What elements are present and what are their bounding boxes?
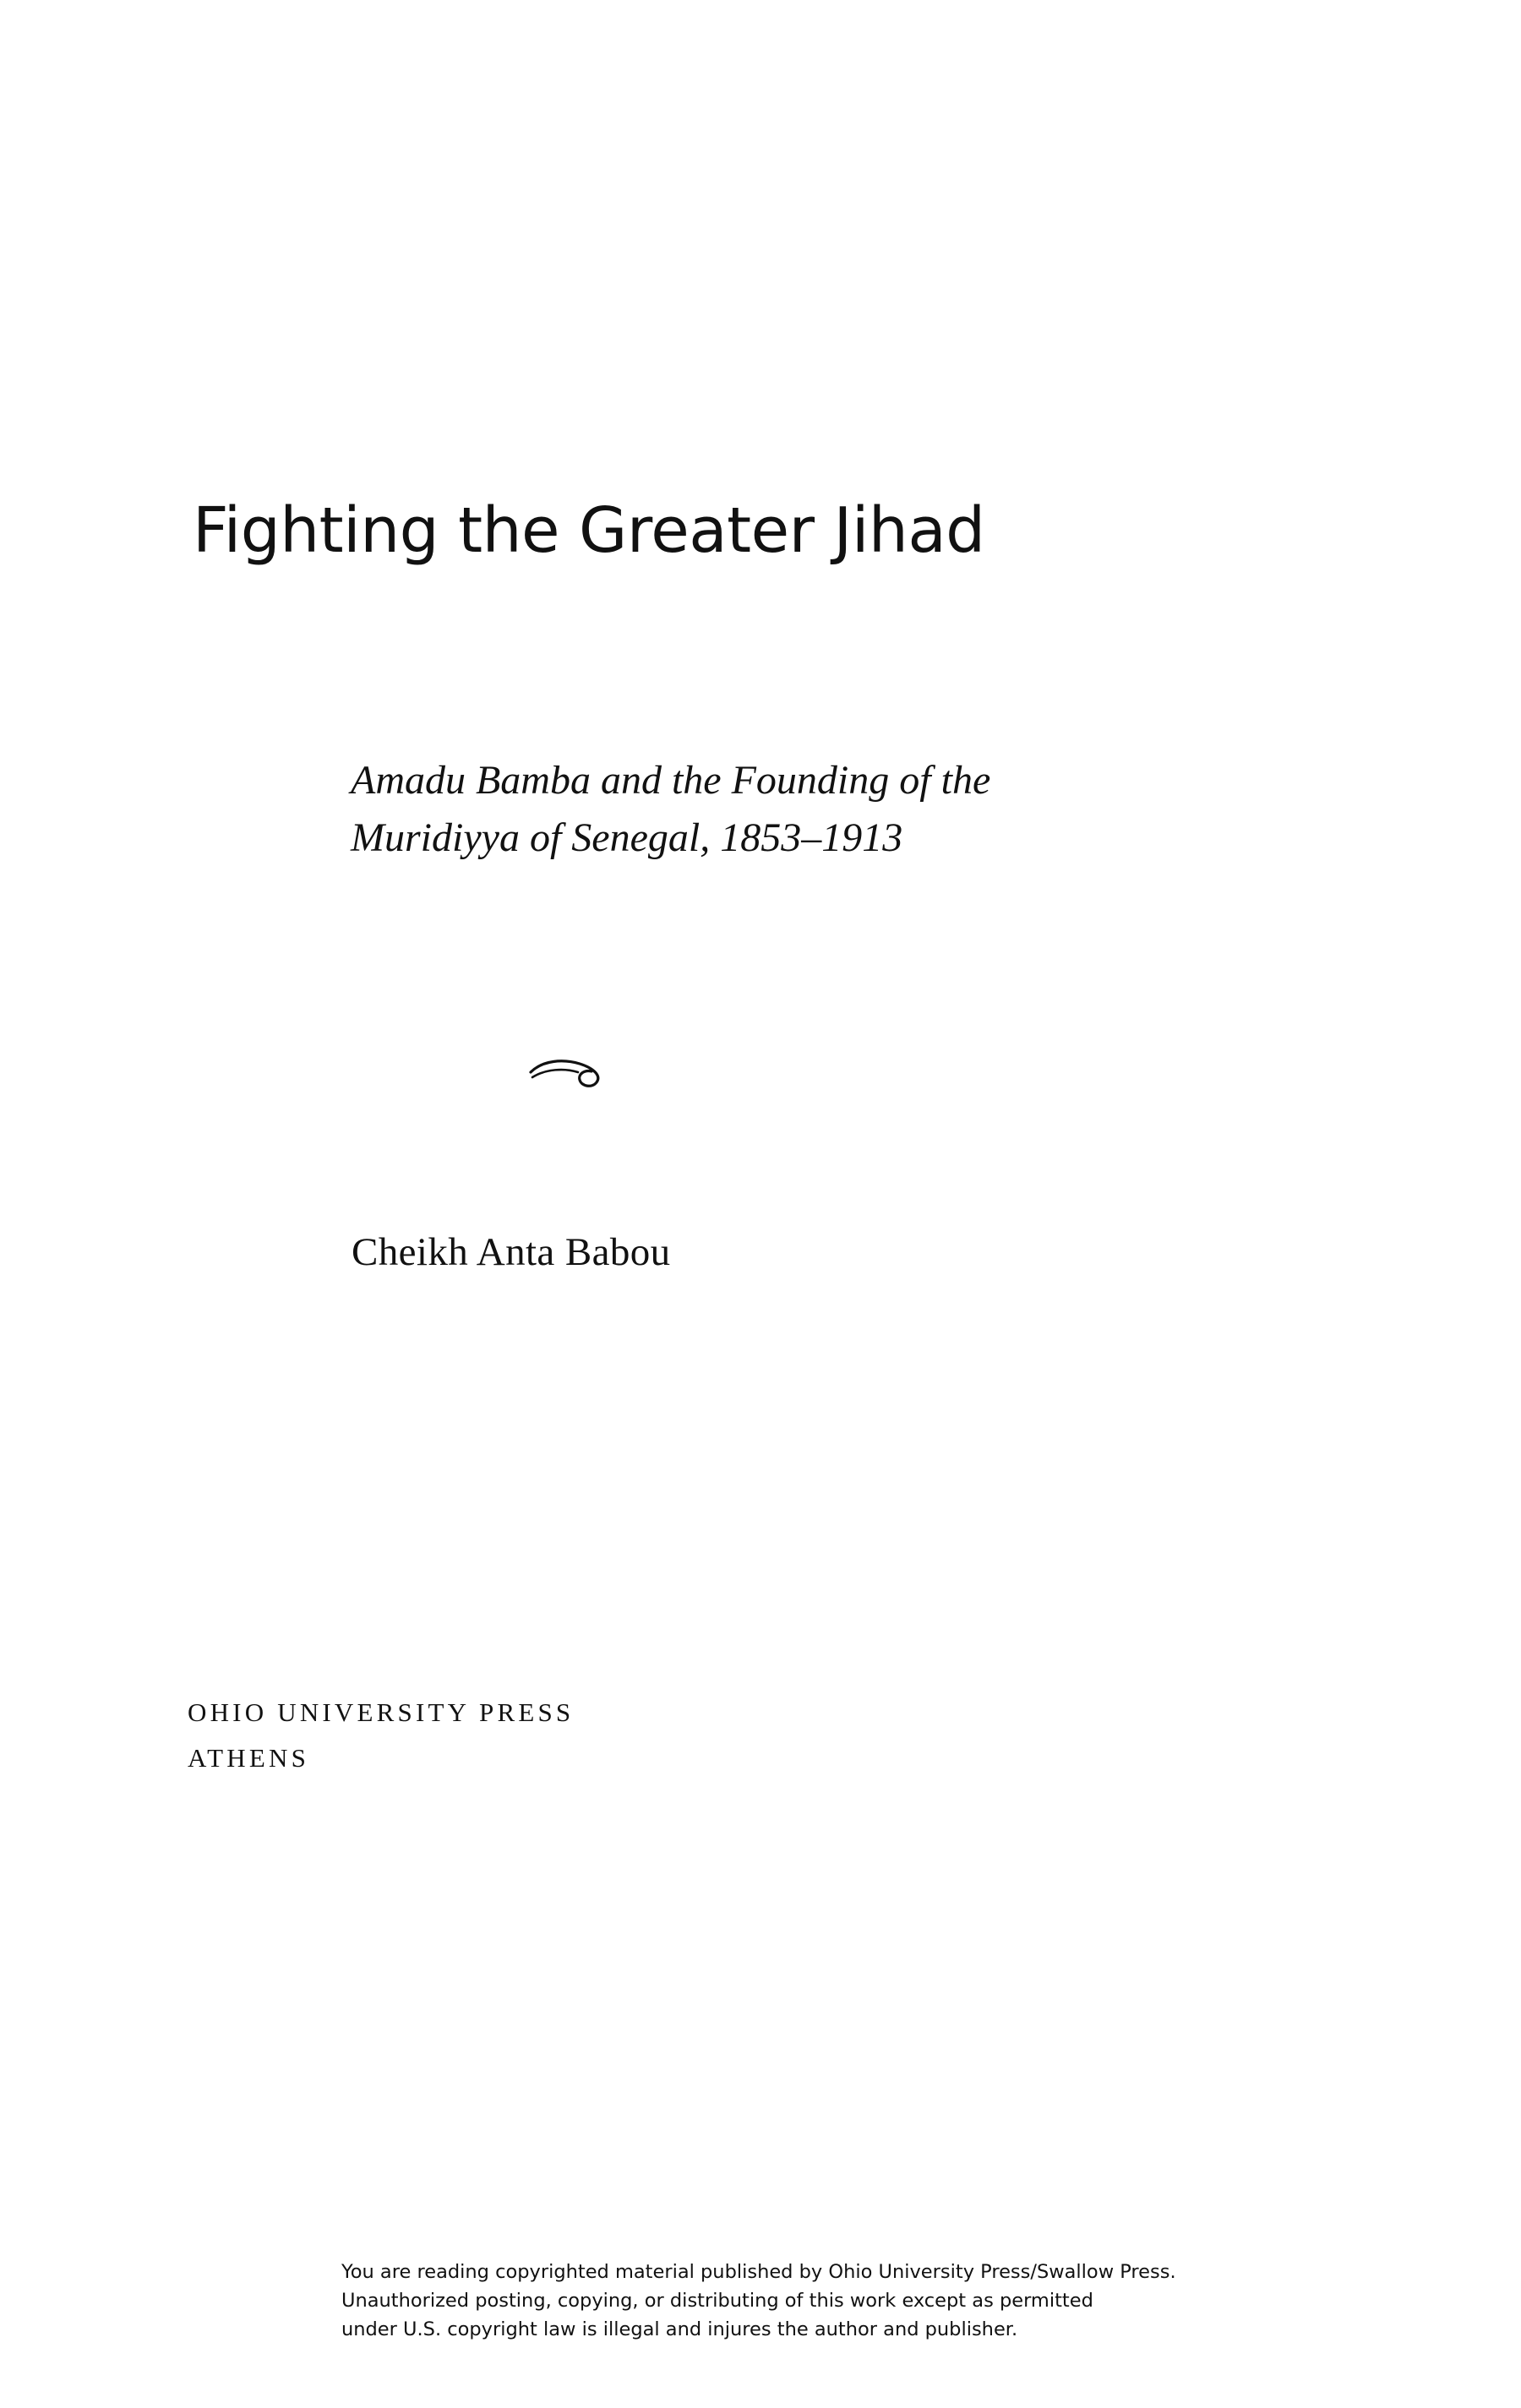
publisher-city: ATHENS [188,1743,310,1773]
author-name: Cheikh Anta Babou [352,1230,671,1274]
subtitle-line-2: Muridiyya of Senegal, 1853–1913 [351,815,903,861]
subtitle-line-1: Amadu Bamba and the Founding of the [351,758,991,803]
publisher-name: OHIO UNIVERSITY PRESS [188,1697,575,1727]
copyright-notice-line-3: under U.S. copyright law is illegal and injures the author and publisher. [341,2318,1018,2341]
publisher-imprint [188,1690,574,1782]
swash-ornament-icon [524,1043,625,1111]
page-subtitle [351,752,1365,867]
copyright-notice-line-1: You are reading copyrighted material published by Ohio University Press/Swallow Press. [341,2261,1176,2283]
page-title: Fighting the Greater Jihad [193,494,985,567]
copyright-notice-line-2: Unauthorized posting, copying, or distributing of this work except as permitted [341,2290,1093,2313]
copyright-notice [341,2258,1355,2345]
